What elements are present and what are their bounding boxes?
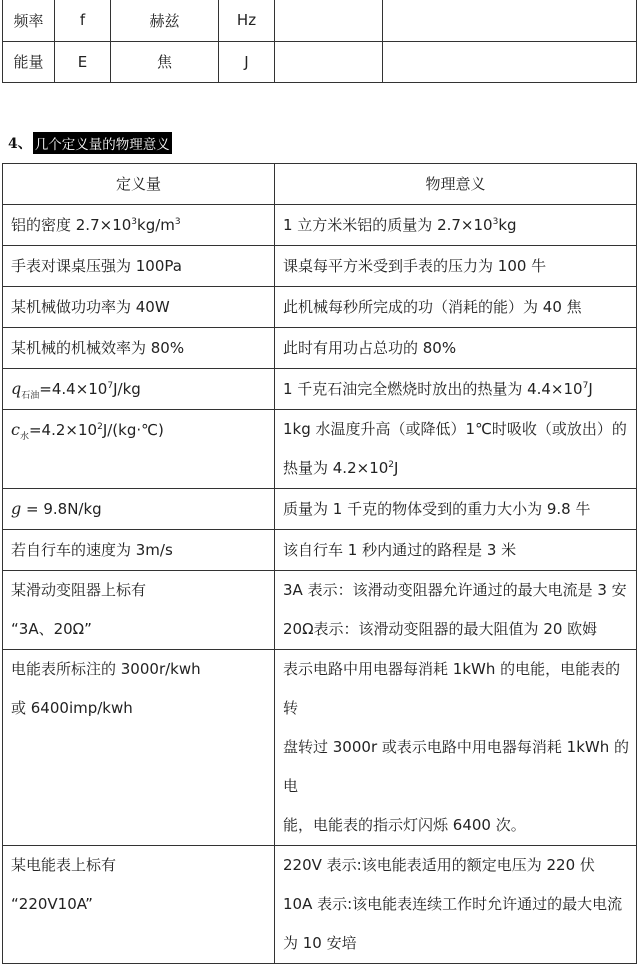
superscript: 3: [492, 217, 499, 227]
text: 铝的密度 2.7×10: [11, 216, 132, 234]
superscript: 3: [131, 217, 138, 227]
superscript: 2: [97, 422, 103, 432]
table-row: [3, 650, 637, 846]
text-line: 1kg 水温度升高（或降低）1℃时吸收（或放出）的: [283, 420, 627, 438]
text-line: 220V 表示:该电能表适用的额定电压为 220 伏: [283, 856, 595, 874]
meaning-cell: 课桌每平方米受到手表的压力为 100 牛: [275, 246, 637, 287]
defined-quantity-cell: [3, 846, 275, 964]
quantity-cell: 频率: [3, 0, 55, 41]
text: =4.4×10: [39, 380, 108, 398]
meaning-table: [2, 163, 637, 964]
defined-quantity-cell: 若自行车的速度为 3m/s: [3, 530, 275, 571]
defined-quantity-cell: [3, 369, 275, 410]
defined-quantity-cell: [3, 205, 275, 246]
superscript: 7: [582, 381, 589, 391]
table-row: [3, 287, 637, 328]
symbol: q: [11, 379, 22, 398]
table-row: [3, 246, 637, 287]
text-line: “220V10A”: [11, 895, 93, 913]
defined-quantity-cell: 某机械的机械效率为 80%: [3, 328, 275, 369]
text-line: 电能表所标注的 3000r/kwh: [11, 660, 201, 678]
defined-quantity-cell: [3, 489, 275, 530]
text-line: 某电能表上标有: [11, 856, 117, 874]
symbol: c: [11, 420, 20, 439]
table-row: [3, 410, 637, 489]
text-line: 表示电路中用电器每消耗 1kWh 的电能，电能表的转: [283, 660, 621, 717]
text-line: 能，电能表的指示灯闪烁 6400 次。: [283, 816, 526, 834]
column-header: 定义量: [3, 164, 275, 205]
section-number: 4、: [8, 136, 32, 152]
meaning-cell: [275, 571, 637, 650]
unit-symbol-cell: J: [219, 41, 275, 82]
text-line: 20Ω表示：该滑动变阻器的最大阻值为 20 欧姆: [283, 620, 598, 638]
defined-quantity-cell: [3, 410, 275, 489]
empty-cell: [275, 0, 383, 41]
empty-cell: [275, 41, 383, 82]
meaning-cell: 该自行车 1 秒内通过的路程是 3 米: [275, 530, 637, 571]
meaning-cell: [275, 846, 637, 964]
text-line: 10A 表示:该电能表连续工作时允许通过的最大电流: [283, 895, 623, 913]
symbol-cell: f: [55, 0, 111, 41]
meaning-cell: [275, 650, 637, 846]
text-line: “3A、20Ω”: [11, 620, 92, 638]
section-title: 几个定义量的物理意义: [33, 132, 172, 154]
empty-cell: [383, 41, 637, 82]
meaning-cell: 此机械每秒所完成的功（消耗的能）为 40 焦: [275, 287, 637, 328]
meaning-cell: 质量为 1 千克的物体受到的重力大小为 9.8 牛: [275, 489, 637, 530]
text-line: 为 10 安培: [283, 934, 357, 952]
text: J: [394, 459, 399, 477]
units-table: [2, 0, 637, 83]
table-row: [3, 0, 637, 41]
table-row: [3, 369, 637, 410]
text: 热量为 4.2×10: [283, 459, 389, 477]
superscript: 3: [174, 217, 181, 227]
meaning-cell: [275, 410, 637, 489]
defined-quantity-cell: [3, 650, 275, 846]
superscript: 2: [388, 460, 395, 470]
table-row: [3, 846, 637, 964]
text: 1 千克石油完全燃烧时放出的热量为 4.4×10: [283, 380, 583, 398]
defined-quantity-cell: [3, 571, 275, 650]
subscript: 水: [19, 432, 29, 442]
text-line: [283, 449, 630, 488]
symbol: g: [11, 499, 22, 518]
table-row: [3, 489, 637, 530]
symbol-cell: E: [55, 41, 111, 82]
text: 1 立方米米铝的质量为 2.7×10: [283, 216, 493, 234]
text: kg/m: [137, 216, 175, 234]
text: J: [588, 380, 593, 398]
quantity-cell: 能量: [3, 41, 55, 82]
table-row: [3, 571, 637, 650]
column-header: 物理意义: [275, 164, 637, 205]
text-line: 某滑动变阻器上标有: [11, 581, 147, 599]
defined-quantity-cell: 某机械做功功率为 40W: [3, 287, 275, 328]
header-row: [3, 164, 637, 205]
text: J/(kg·℃): [102, 421, 164, 439]
text: kg: [498, 216, 517, 234]
table-row: [3, 205, 637, 246]
meaning-cell: [275, 369, 637, 410]
empty-cell: [383, 0, 637, 41]
unit-symbol-cell: Hz: [219, 0, 275, 41]
text-line: 盘转过 3000r 或表示电路中用电器每消耗 1kWh 的电: [283, 738, 629, 795]
text: =4.2×10: [28, 421, 98, 439]
superscript: 7: [107, 381, 114, 391]
table-row: [3, 328, 637, 369]
unit-name-cell: 赫兹: [111, 0, 219, 41]
section-heading: [8, 132, 172, 154]
unit-name-cell: 焦: [111, 41, 219, 82]
meaning-cell: [275, 205, 637, 246]
text: J/kg: [113, 380, 141, 398]
defined-quantity-cell: 手表对课桌压强为 100Pa: [3, 246, 275, 287]
meaning-cell: 此时有用功占总功的 80%: [275, 328, 637, 369]
table-row: [3, 530, 637, 571]
table-row: [3, 41, 637, 82]
text: = 9.8N/kg: [21, 500, 102, 518]
subscript: 石油: [21, 391, 40, 401]
text-line: 或 6400imp/kwh: [11, 699, 133, 717]
text-line: 3A 表示：该滑动变阻器允许通过的最大电流是 3 安: [283, 581, 627, 599]
